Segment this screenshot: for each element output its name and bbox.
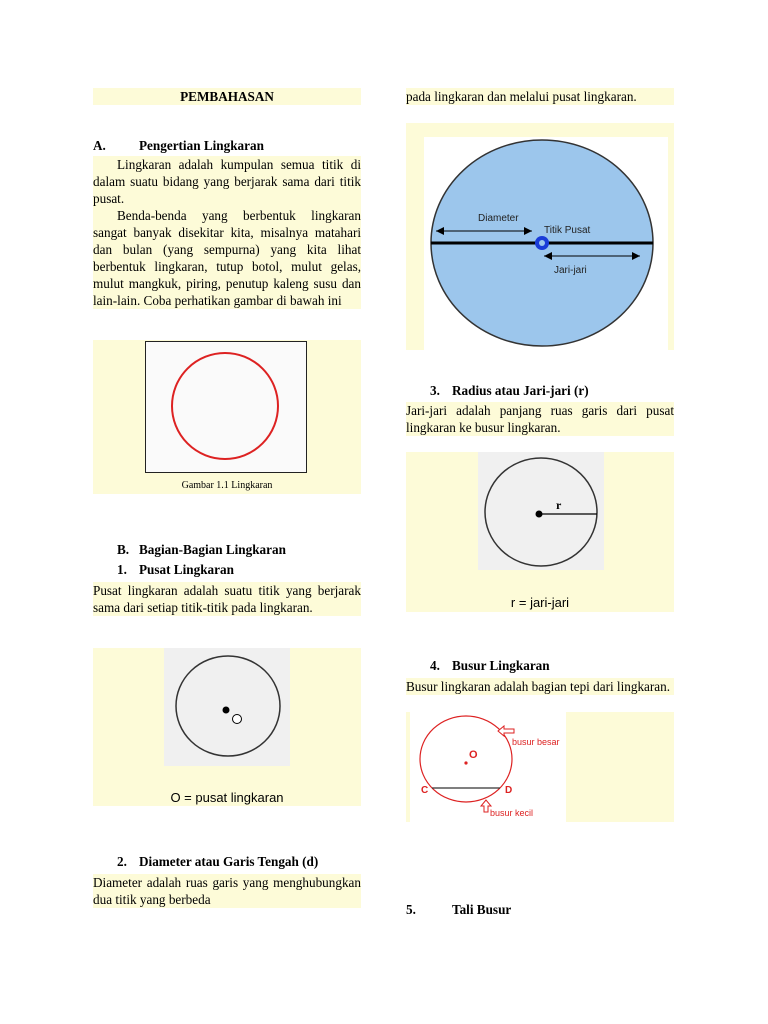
paragraph-a2: Benda-benda yang berbentuk lingkaran sangat banyak disekitar kita, misalnya matahari dan bulan (yang sempurna) yang kita lihat berbentuk lingkaran, tutup botol, mulut gelas, mulut mangkuk, piring, penutup kaleng susu dan lain-lain. Coba perhatikan gambar di bawah ini: [93, 208, 361, 308]
big-arc-label: busur besar: [512, 737, 560, 747]
item-1-title: Pusat Lingkaran: [139, 562, 234, 577]
figure-2-image: [164, 648, 290, 766]
figure-1-frame: [145, 341, 307, 473]
paragraph-continuation: pada lingkaran dan melalui pusat lingkaran.: [406, 88, 674, 105]
arc-o-label: O: [469, 749, 478, 761]
item-2-heading: [117, 853, 361, 870]
figure-1-box: [93, 340, 361, 494]
item-4-title: Busur Lingkaran: [452, 658, 550, 673]
paragraph-a1: Lingkaran adalah kumpulan semua titik di dalam suatu bidang yang berjarak sama dari titik pusat.: [93, 157, 361, 206]
diameter-figure-box: [406, 123, 674, 350]
big-arc-arrow-icon: [498, 726, 514, 736]
figure-2-circle: [176, 656, 280, 756]
section-a-title: Pengertian Lingkaran: [139, 138, 264, 153]
o-marker: [233, 715, 242, 724]
radius-label: Jari-jari: [554, 265, 587, 276]
arc-figure-image: [410, 712, 566, 822]
item-1-heading: [117, 561, 361, 578]
paragraph-3: Jari-jari adalah panjang ruas garis dari pusat lingkaran ke busur lingkaran.: [406, 403, 674, 435]
item-3-heading: [430, 382, 674, 399]
item-1-number: 1.: [117, 562, 127, 577]
item-3-number: 3.: [430, 383, 440, 398]
diameter-label: Diameter: [478, 213, 519, 224]
section-title: PEMBAHASAN: [93, 88, 361, 105]
item-5-number: 5.: [406, 902, 416, 917]
center-label: Titik Pusat: [544, 225, 591, 236]
red-circle: [172, 353, 278, 459]
paragraph-2: Diameter adalah ruas garis yang menghubungkan dua titik yang berbeda: [93, 875, 361, 907]
arc-figure-box: [406, 712, 674, 822]
arc-circle: [420, 716, 512, 802]
radius-r-label: r: [556, 498, 562, 512]
figure-2-caption: O = pusat lingkaran: [170, 790, 284, 805]
section-a-number: A.: [93, 138, 106, 153]
arc-c-label: C: [421, 785, 429, 796]
item-5-heading: [406, 901, 674, 918]
section-b-number: B.: [117, 542, 130, 557]
small-arc-label: busur kecil: [490, 808, 534, 818]
item-2-title: Diameter atau Garis Tengah (d): [139, 854, 319, 869]
section-b-heading: [117, 541, 361, 558]
paragraph-4: Busur lingkaran adalah bagian tepi dari lingkaran.: [406, 678, 674, 695]
radius-figure-image: [478, 452, 604, 570]
section-b-title: Bagian-Bagian Lingkaran: [139, 542, 286, 557]
radius-figure-caption: r = jari-jari: [510, 595, 570, 610]
item-4-heading: [430, 657, 674, 674]
radius-figure-box: [406, 452, 674, 612]
item-4-number: 4.: [430, 658, 440, 673]
item-3-title: Radius atau Jari-jari (r): [452, 383, 589, 398]
figure-1-circle-image: [146, 342, 306, 472]
item-2-number: 2.: [117, 854, 127, 869]
figure-2-box: [93, 648, 361, 806]
diameter-figure-image: [424, 137, 668, 350]
item-5-title: Tali Busur: [452, 902, 512, 917]
arc-center-dot: [464, 761, 467, 764]
paragraph-1: Pusat lingkaran adalah suatu titik yang berjarak sama dari setiap titik-titik pada lingkaran.: [93, 583, 361, 615]
center-dot-inner: [539, 240, 545, 246]
figure-1-caption: Gambar 1.1 Lingkaran: [181, 480, 273, 491]
center-point: [223, 707, 230, 714]
arc-d-label: D: [505, 785, 513, 796]
section-a-heading: [93, 137, 361, 154]
